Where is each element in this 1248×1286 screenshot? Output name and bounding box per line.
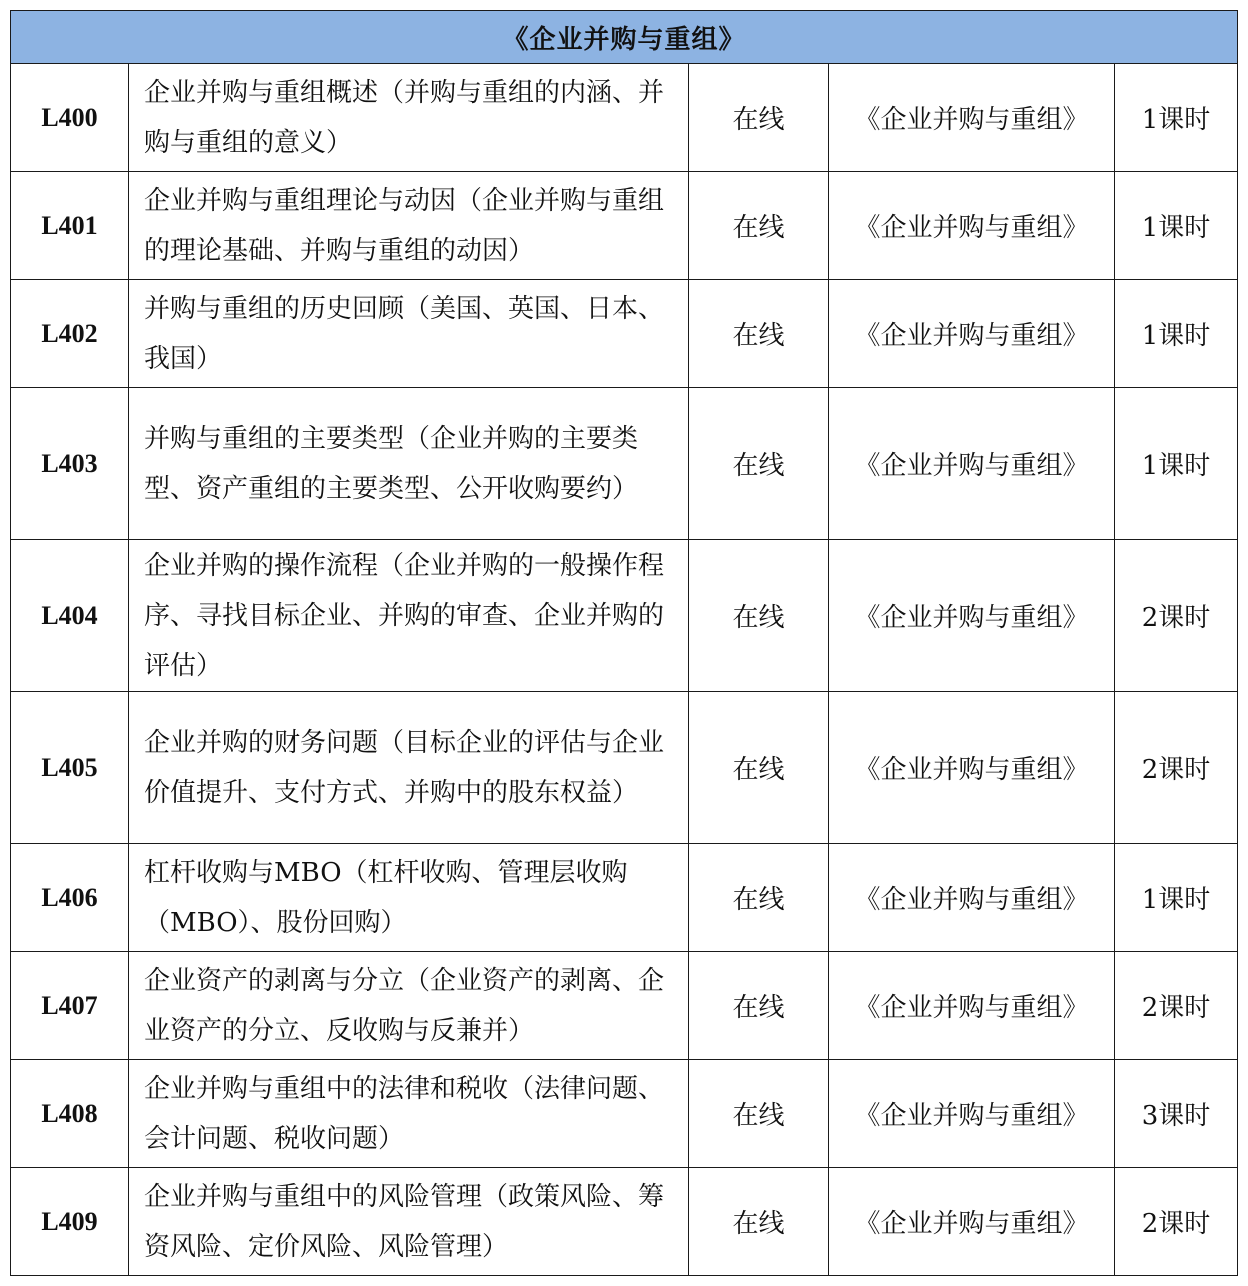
course-code: L403: [11, 388, 129, 540]
course-hours: 1课时: [1115, 64, 1238, 172]
table-header-row: [11, 11, 1238, 64]
course-description: 企业资产的剥离与分立（企业资产的剥离、企业资产的分立、反收购与反兼并）: [129, 952, 689, 1060]
course-book: 《企业并购与重组》: [829, 844, 1115, 952]
course-description: 杠杆收购与MBO（杠杆收购、管理层收购（MBO）、股份回购）: [129, 844, 689, 952]
course-description: 企业并购与重组概述（并购与重组的内涵、并购与重组的意义）: [129, 64, 689, 172]
course-mode: 在线: [689, 1168, 829, 1276]
course-description: 企业并购与重组中的法律和税收（法律问题、会计问题、税收问题）: [129, 1060, 689, 1168]
table-row: [11, 952, 1238, 1060]
course-book: 《企业并购与重组》: [829, 540, 1115, 692]
course-description: 企业并购的操作流程（企业并购的一般操作程序、寻找目标企业、并购的审查、企业并购的评估）: [129, 540, 689, 692]
course-mode: 在线: [689, 64, 829, 172]
course-code: L407: [11, 952, 129, 1060]
course-hours: 1课时: [1115, 280, 1238, 388]
course-book: 《企业并购与重组》: [829, 64, 1115, 172]
course-description: 并购与重组的主要类型（企业并购的主要类型、资产重组的主要类型、公开收购要约）: [129, 388, 689, 540]
table-row: [11, 280, 1238, 388]
course-book: 《企业并购与重组》: [829, 952, 1115, 1060]
course-book: 《企业并购与重组》: [829, 388, 1115, 540]
table-row: [11, 540, 1238, 692]
table-title: 《企业并购与重组》: [11, 11, 1238, 64]
course-book: 《企业并购与重组》: [829, 692, 1115, 844]
course-code: L401: [11, 172, 129, 280]
course-mode: 在线: [689, 952, 829, 1060]
course-description: 企业并购与重组理论与动因（企业并购与重组的理论基础、并购与重组的动因）: [129, 172, 689, 280]
table-row: [11, 844, 1238, 952]
course-mode: 在线: [689, 388, 829, 540]
table-row: [11, 64, 1238, 172]
course-hours: 2课时: [1115, 1168, 1238, 1276]
course-description: 企业并购与重组中的风险管理（政策风险、筹资风险、定价风险、风险管理）: [129, 1168, 689, 1276]
course-book: 《企业并购与重组》: [829, 1060, 1115, 1168]
course-mode: 在线: [689, 540, 829, 692]
course-book: 《企业并购与重组》: [829, 1168, 1115, 1276]
course-table: [10, 10, 1238, 1276]
course-code: L408: [11, 1060, 129, 1168]
course-hours: 1课时: [1115, 844, 1238, 952]
course-code: L406: [11, 844, 129, 952]
course-code: L405: [11, 692, 129, 844]
course-code: L409: [11, 1168, 129, 1276]
course-book: 《企业并购与重组》: [829, 280, 1115, 388]
course-description: 并购与重组的历史回顾（美国、英国、日本、我国）: [129, 280, 689, 388]
course-mode: 在线: [689, 172, 829, 280]
table-row: [11, 1060, 1238, 1168]
course-hours: 2课时: [1115, 952, 1238, 1060]
course-mode: 在线: [689, 692, 829, 844]
course-hours: 1课时: [1115, 388, 1238, 540]
course-code: L400: [11, 64, 129, 172]
course-code: L404: [11, 540, 129, 692]
table-row: [11, 172, 1238, 280]
course-description: 企业并购的财务问题（目标企业的评估与企业价值提升、支付方式、并购中的股东权益）: [129, 692, 689, 844]
table-row: [11, 388, 1238, 540]
course-hours: 2课时: [1115, 692, 1238, 844]
course-hours: 2课时: [1115, 540, 1238, 692]
course-hours: 1课时: [1115, 172, 1238, 280]
table-row: [11, 1168, 1238, 1276]
course-mode: 在线: [689, 844, 829, 952]
course-mode: 在线: [689, 1060, 829, 1168]
course-book: 《企业并购与重组》: [829, 172, 1115, 280]
table-row: [11, 692, 1238, 844]
course-mode: 在线: [689, 280, 829, 388]
course-hours: 3课时: [1115, 1060, 1238, 1168]
course-code: L402: [11, 280, 129, 388]
